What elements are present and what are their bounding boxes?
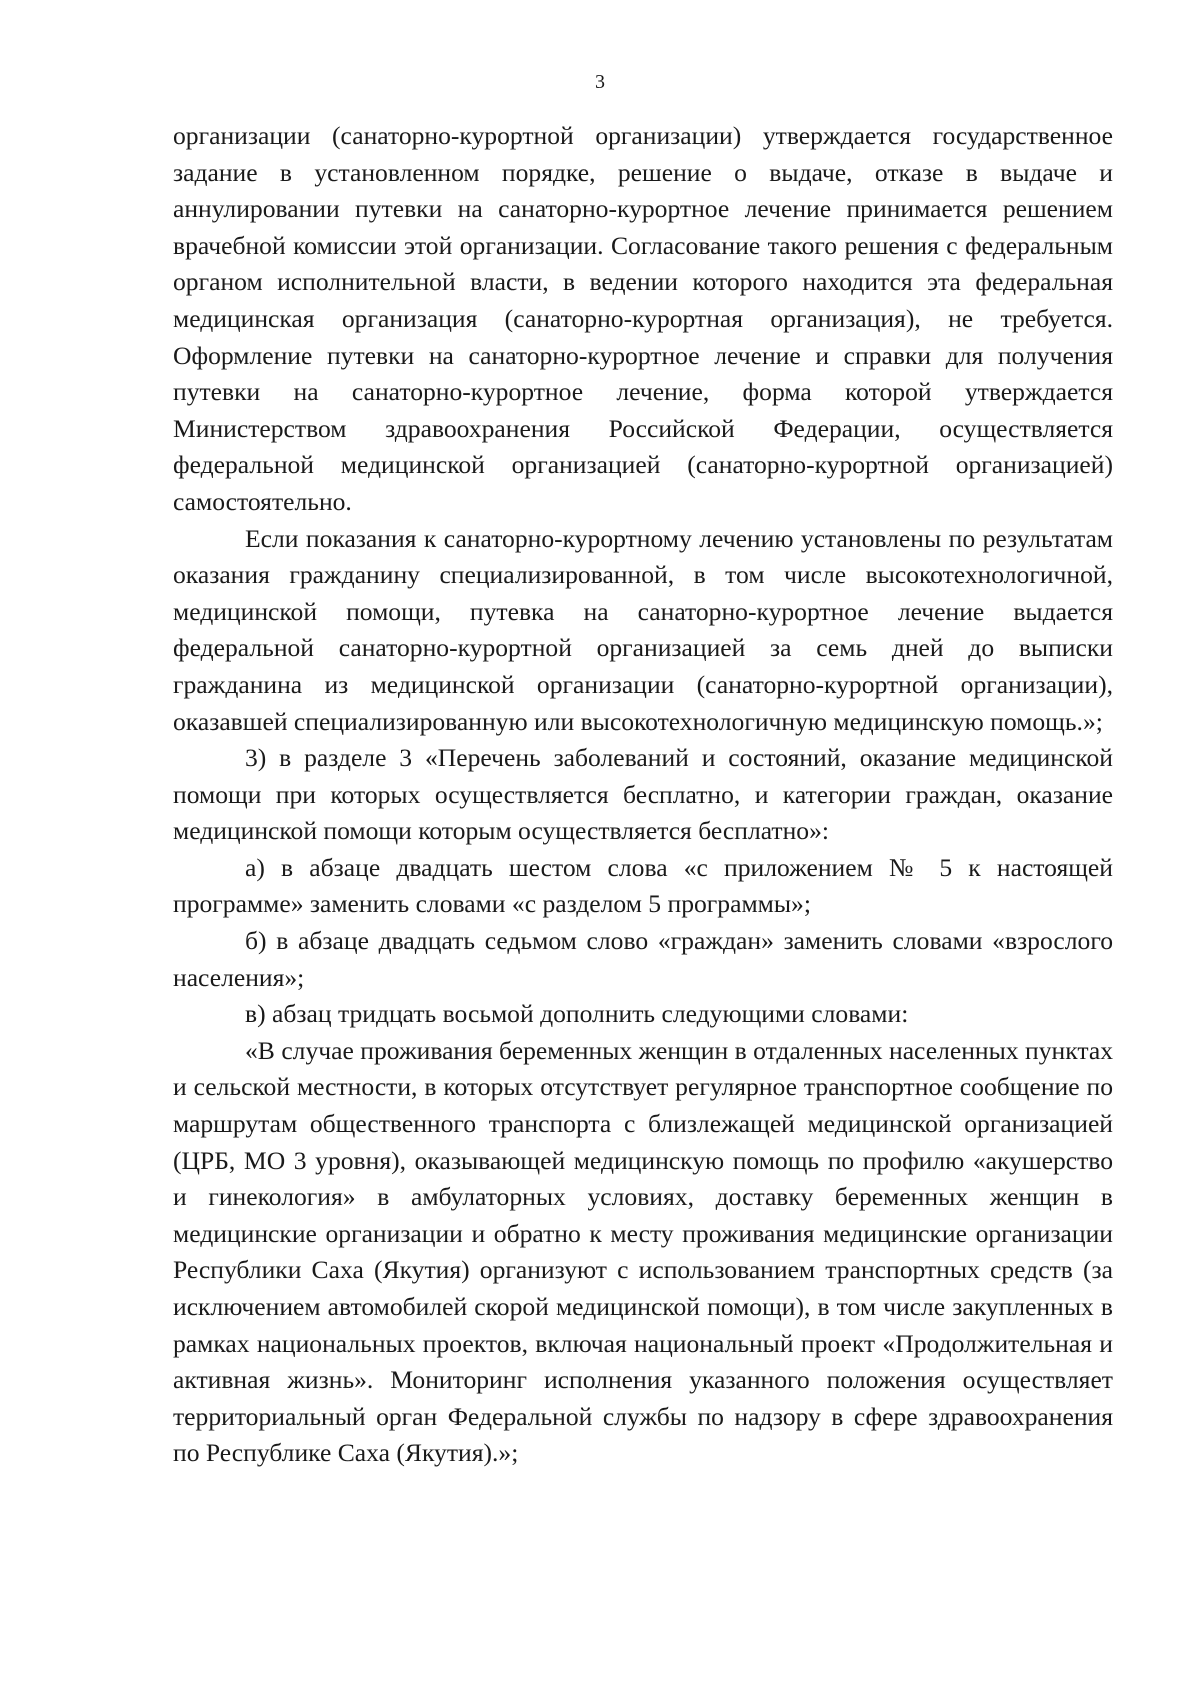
paragraph-quote: «В случае проживания беременных женщин в отдаленных населенных пунктах и сельской местности, в которых отсутствует регулярное транспортное сообщение по маршрутам общественного транспорта с близлежащей медицинской организацией (ЦРБ, МО 3 уровня), оказывающей медицинскую помощь по профилю «акушерство и гинекология» в амбулаторных условиях, доставку беременных женщин в медицинские организации и обратно к месту проживания медицинские организации Республики Саха (Якутия) организуют с использованием транспортных средств (за исключением автомобилей скорой медицинской помощи), в том числе закупленных в рамках национальных проектов, включая национальный проект «Продолжительная и активная жизнь». Мониторинг исполнения указанного положения осуществляет территориальный орган Федеральной службы по надзору в сфере здравоохранения по Республике Саха (Якутия).»; bbox=[173, 1035, 1113, 1468]
paragraph-item-3: 3) в разделе 3 «Перечень заболеваний и состояний, оказание медицинской помощи при которых осуществляется бесплатно, и категории граждан, оказание медицинской помощи которым осуществляется бесплатно»: bbox=[173, 743, 1113, 846]
document-body bbox=[173, 118, 1113, 1472]
paragraph-indications: Если показания к санаторно-курортному лечению установлены по результатам оказания гражданину специализированной, в том числе высокотехнологичной, медицинской помощи, путевка на санаторно-курортное лечение выдается федеральной санаторно-курортной организацией за семь дней до выписки гражданина из медицинской организации (санаторно-курортной организации), оказавшей специализированную или высокотехнологичную медицинскую помощь.»; bbox=[173, 523, 1113, 736]
paragraph-item-a: а) в абзаце двадцать шестом слова «с приложением № 5 к настоящей программе» заменить словами «с разделом 5 программы»; bbox=[173, 852, 1113, 919]
paragraph-item-b: б) в абзаце двадцать седьмом слово «граждан» заменить словами «взрослого населения»; bbox=[173, 926, 1113, 992]
paragraph-continuation: организации (санаторно-курортной организации) утверждается государственное задание в установленном порядке, решение о выдаче, отказе в выдаче и аннулировании путевки на санаторно-курортное лечение принимается решением врачебной комиссии этой организации. Согласование такого решения с федеральным органом исполнительной власти, в ведении которого находится эта федеральная медицинская организация (санаторно-курортная организация), не требуется. Оформление путевки на санаторно-курортное лечение и справки для получения путевки на санаторно-курортное лечение, форма которой утверждается Министерством здравоохранения Российской Федерации, осуществляется федеральной медицинской организацией (санаторно-курортной организацией) самостоятельно. bbox=[173, 121, 1113, 516]
page-number: 3 bbox=[595, 71, 605, 93]
paragraph-item-v: в) абзац тридцать восьмой дополнить следующими словами: bbox=[245, 999, 909, 1029]
